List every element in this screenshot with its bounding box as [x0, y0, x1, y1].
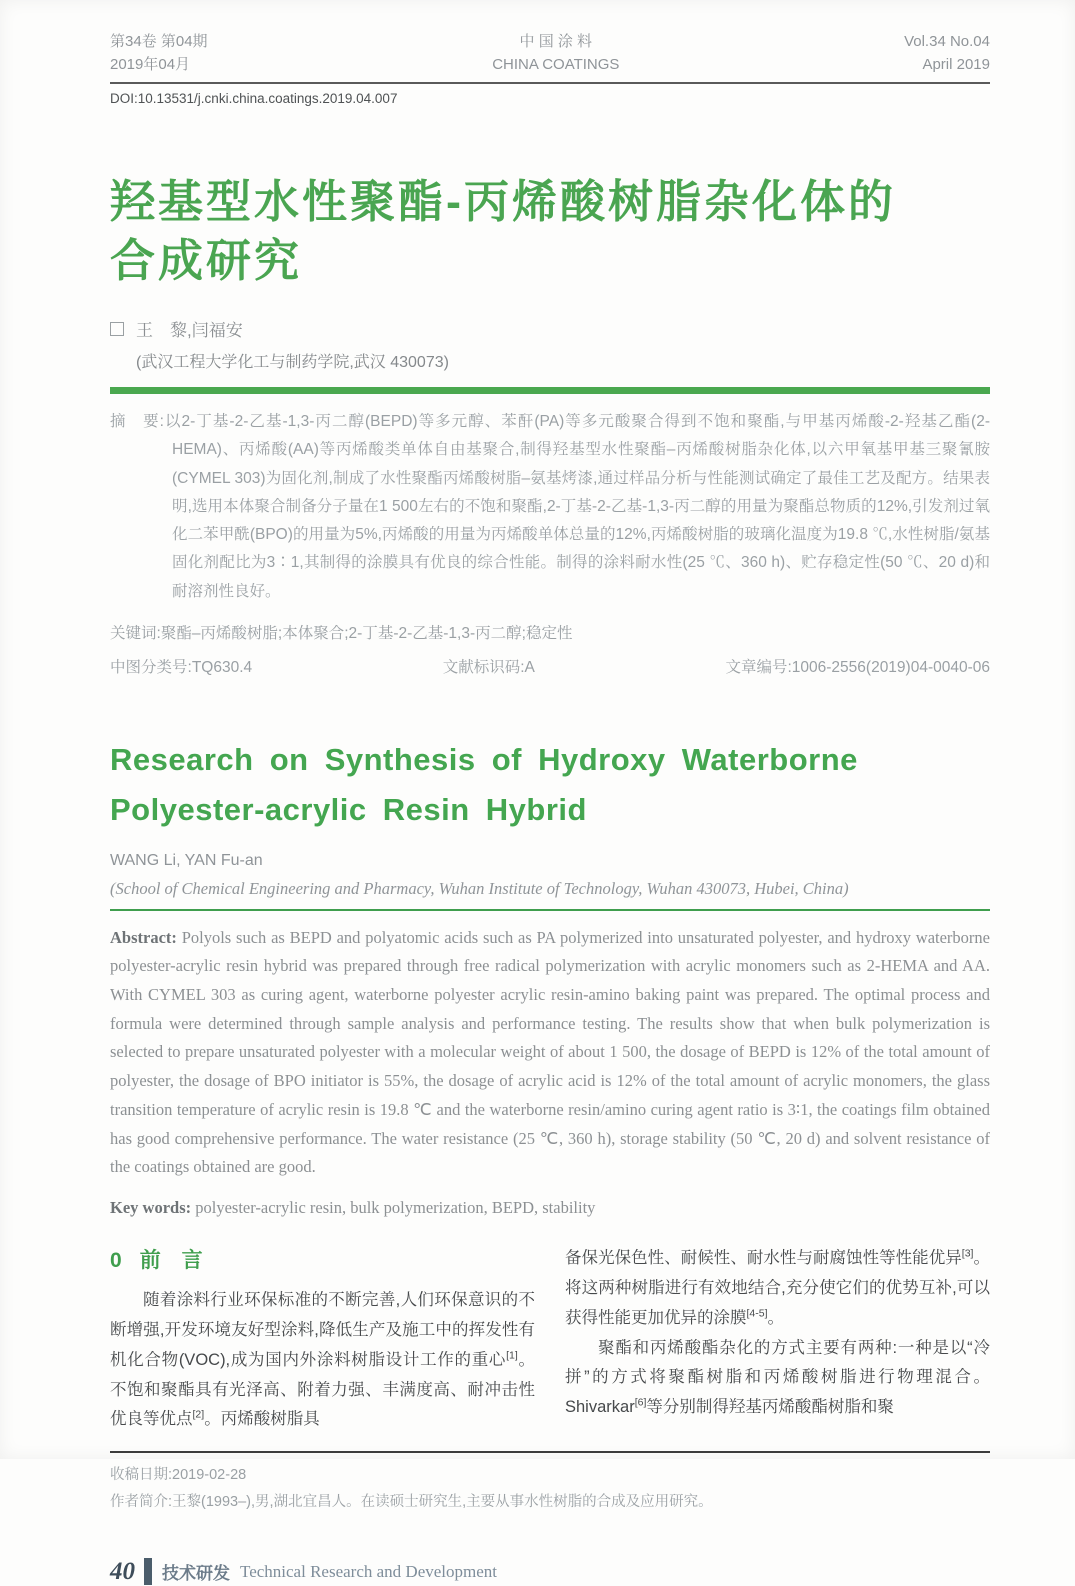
body-columns [110, 1244, 990, 1434]
volume-issue-en: Vol.34 No.04 [904, 33, 990, 50]
article-id-label: 文章编号: [725, 659, 792, 677]
citation-ref-6: [6] [634, 1396, 647, 1409]
article-id-value: 1006-2556(2019)04-0040-06 [791, 659, 990, 677]
keywords-cn-row [110, 621, 990, 643]
journal-header [110, 30, 990, 77]
journal-name-cn: 中 国 涂 料 [519, 33, 593, 50]
intro-text-3: 。丙烯酸树脂具 [204, 1410, 320, 1429]
abstract-en [110, 924, 990, 1182]
header-divider [110, 82, 990, 84]
citation-ref-4-5: [4-5] [746, 1307, 768, 1320]
doc-code-group [443, 655, 535, 677]
keywords-en-row [110, 1198, 990, 1218]
journal-header-right [904, 30, 990, 77]
intro-text-1: 随着涂料行业环保标准的不断完善,人们环保意识的不断增强,开发环境友好型涂料,降低生产及施工中的挥发性有机化合物(VOC),成为国内外涂料树脂设计工作的重心 [110, 1291, 535, 1369]
journal-header-center [492, 30, 619, 77]
green-divider-bar [110, 387, 990, 394]
keywords-cn-text: 聚酯–丙烯酸树脂;本体聚合;2-丁基-2-乙基-1,3-丙二醇;稳定性 [160, 625, 573, 643]
footer-section-en: Technical Research and Development [240, 1561, 498, 1581]
received-label: 收稿日期: [110, 1466, 173, 1483]
intro-text-8: 等分别制得羟基丙烯酸酯树脂和聚 [646, 1397, 894, 1416]
received-date-row [110, 1462, 990, 1489]
right-column [565, 1244, 990, 1434]
keywords-en-text: polyester-acrylic resin, bulk polymerization, BEPD, stability [191, 1198, 596, 1218]
received-value: 2019-02-28 [172, 1466, 247, 1483]
keywords-cn-label: 关键词: [110, 625, 161, 643]
abstract-cn-label: 摘 要: [110, 413, 164, 431]
volume-issue-cn: 第34卷 第04期 [110, 33, 208, 50]
date-en: April 2019 [922, 56, 990, 74]
page-number: 40 [110, 1557, 135, 1585]
footer-bar-icon [144, 1558, 152, 1585]
footnote-divider [110, 1451, 990, 1453]
clc-group [110, 655, 252, 677]
article-id-group [725, 655, 990, 677]
abstract-cn [110, 408, 990, 605]
intro-paragraph-right-1 [565, 1244, 990, 1333]
citation-ref-2: [2] [192, 1408, 205, 1421]
citation-ref-3: [3] [961, 1247, 974, 1260]
journal-header-left [110, 30, 208, 77]
authors-cn: 王 黎,闫福安 [136, 321, 243, 341]
abstract-en-text: Polyols such as BEPD and polyatomic acids such as PA polymerized into unsaturated polyester, and hydroxy waterborne polyester-acrylic resin hybrid was prepared through free radical polymerization with acrylic monomers such as 2-HEMA and AA. With CYMEL 303 as curing agent, waterborne polyester acrylic resin-amino baking paint was prepared. The optimal process and formula were determined through sample analysis and performance testing. The results show that when bulk polymerization is selected to prepare unsaturated polyester with a molecular weight of about 1 500, the dosage of BEPD is 12% of the total amount of polyester, the dosage of BPO initiator is 55%, the dosage of acrylic acid is 12% of the total amount of acrylic monomers, the glass transition temperature of acrylic resin is 19.8 ℃ and the waterborne resin/amino curing agent ratio is 3∶1, the coatings film obtained has good comprehensive performance. The water resistance (25 ℃, 360 h), storage stability (50 ℃, 20 d) and solvent resistance of the coatings obtained are good. [110, 927, 990, 1177]
abstract-cn-text: 以2-丁基-2-乙基-1,3-丙二醇(BEPD)等多元醇、苯酐(PA)等多元酸聚合得到不饱和聚酯,与甲基丙烯酸-2-羟基乙酯(2-HEMA)、丙烯酸(AA)等丙烯酸类单体自由基聚合,制得羟基型水性聚酯–丙烯酸树脂杂化体,以六甲氧基甲基三聚氰胺(CYMEL 303)为固化剂,制成了水性聚酯丙烯酸树脂–氨基烤漆,通过样品分析与性能测试确定了最佳工艺及配方。结果表明,选用本体聚合制备分子量在1 500左右的不饱和聚酯,2-丁基-2-乙基-1,3-丙二醇的用量为聚酯总物质的12%,引发剂过氧化二苯甲酰(BPO)的用量为5%,丙烯酸的用量为丙烯酸单体总量的12%,丙烯酸树脂的玻璃化温度为19.8 ℃,水性树脂/氨基固化剂配比为3∶1,其制得的涂膜具有优良的综合性能。制得的涂料耐水性(25 ℃、360 h)、贮存稳定性(50 ℃、20 d)和耐溶剂性良好。 [163, 413, 990, 600]
classification-row [110, 655, 990, 677]
section-title: 前 言 [139, 1249, 203, 1273]
keywords-en-label: Key words: [110, 1198, 192, 1218]
citation-ref-1: [1] [506, 1349, 518, 1362]
intro-paragraph-left [110, 1286, 535, 1434]
affiliation-cn: (武汉工程大学化工与制药学院,武汉 430073) [136, 354, 449, 372]
author-bio-row [110, 1489, 990, 1516]
authors-cn-row [110, 316, 990, 341]
bio-value: 王黎(1993–),男,湖北宜昌人。在读硕士研究生,主要从事水性树脂的合成及应用研究。 [172, 1493, 713, 1510]
clc-value: TQ630.4 [191, 659, 253, 677]
doc-code-value: A [524, 659, 535, 677]
affiliation-en: (School of Chemical Engineering and Pharmacy, Wuhan Institute of Technology, Wuhan 430073, Hubei, China) [110, 878, 849, 898]
intro-text-6: 。 [767, 1308, 785, 1327]
page-footer [110, 1558, 990, 1586]
article-title-cn-line1: 羟基型水性聚酯-丙烯酸树脂杂化体的 [110, 175, 896, 227]
intro-text-2: 。不饱和聚酯具有光泽高、附着力强、丰满度高、耐冲击性优良等优点 [110, 1350, 535, 1429]
abstract-en-label: Abstract: [110, 927, 177, 947]
intro-text-5: 。将这两种树脂进行有效地结合,充分使它们的优势互补,可以获得性能更加优异的涂膜 [565, 1249, 991, 1327]
section-heading-intro [110, 1244, 535, 1274]
journal-name-en: CHINA COATINGS [492, 56, 620, 74]
footer-section-cn: 技术研发 [162, 1564, 230, 1584]
article-title-en-line1: Research on Synthesis of Hydroxy Waterborne [110, 742, 858, 778]
article-title-en-line2: Polyester-acrylic Resin Hybrid [110, 792, 587, 828]
bio-label: 作者简介: [110, 1493, 173, 1510]
date-cn: 2019年04月 [110, 56, 191, 74]
authors-en: WANG Li, YAN Fu-an [110, 851, 263, 869]
left-column [110, 1244, 535, 1434]
article-title-cn-line2: 合成研究 [110, 234, 303, 286]
intro-text-4: 备保光保色性、耐候性、耐水性与耐腐蚀性等性能优异 [565, 1249, 962, 1268]
section-number: 0 [110, 1249, 122, 1273]
green-divider-thin [110, 909, 990, 911]
doc-code-label: 文献标识码: [442, 659, 525, 677]
footnote-block [110, 1462, 990, 1516]
doi-line: DOI:10.13531/j.cnki.china.coatings.2019.04.007 [110, 90, 398, 106]
article-title-en [110, 735, 990, 835]
intro-paragraph-right-2 [565, 1334, 990, 1423]
intro-text-7: 聚酯和丙烯酸酯杂化的方式主要有两种:一种是以“冷拼”的方式将聚酯树脂和丙烯酸树脂进行物理混合。Shivarkar [565, 1338, 990, 1416]
article-title-cn [110, 172, 990, 291]
clc-label: 中图分类号: [110, 659, 192, 677]
author-marker-square-icon [110, 322, 124, 336]
